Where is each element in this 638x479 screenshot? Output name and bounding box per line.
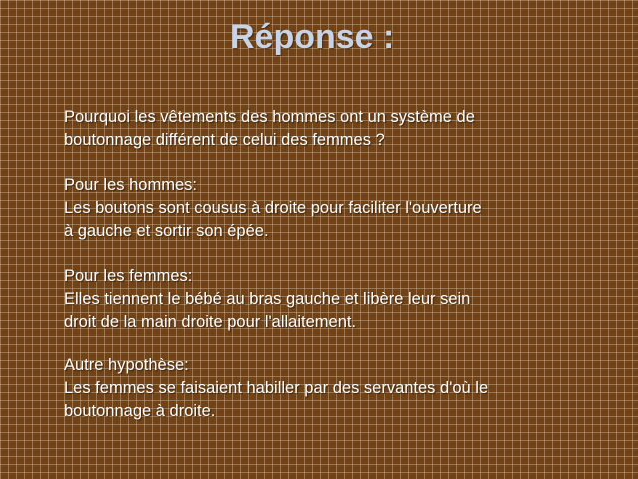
men-paragraph: Pour les hommes: Les boutons sont cousus à droite pour faciliter l'ouverture à gauche et sortir son épée. [64, 176, 482, 240]
women-paragraph: Pour les femmes: Elles tiennent le bébé au bras gauche et libère leur sein droit de la main droite pour l'allaitement. [64, 267, 471, 331]
hypothesis-paragraph: Autre hypothèse: Les femmes se faisaient habiller par des servantes d'où le boutonnage à droite. [64, 356, 489, 420]
slide-body [64, 106, 584, 423]
question-paragraph: Pourquoi les vêtements des hommes ont un système de boutonnage différent de celui des femmes ? [64, 108, 475, 149]
slide-title: Réponse : [230, 18, 395, 56]
